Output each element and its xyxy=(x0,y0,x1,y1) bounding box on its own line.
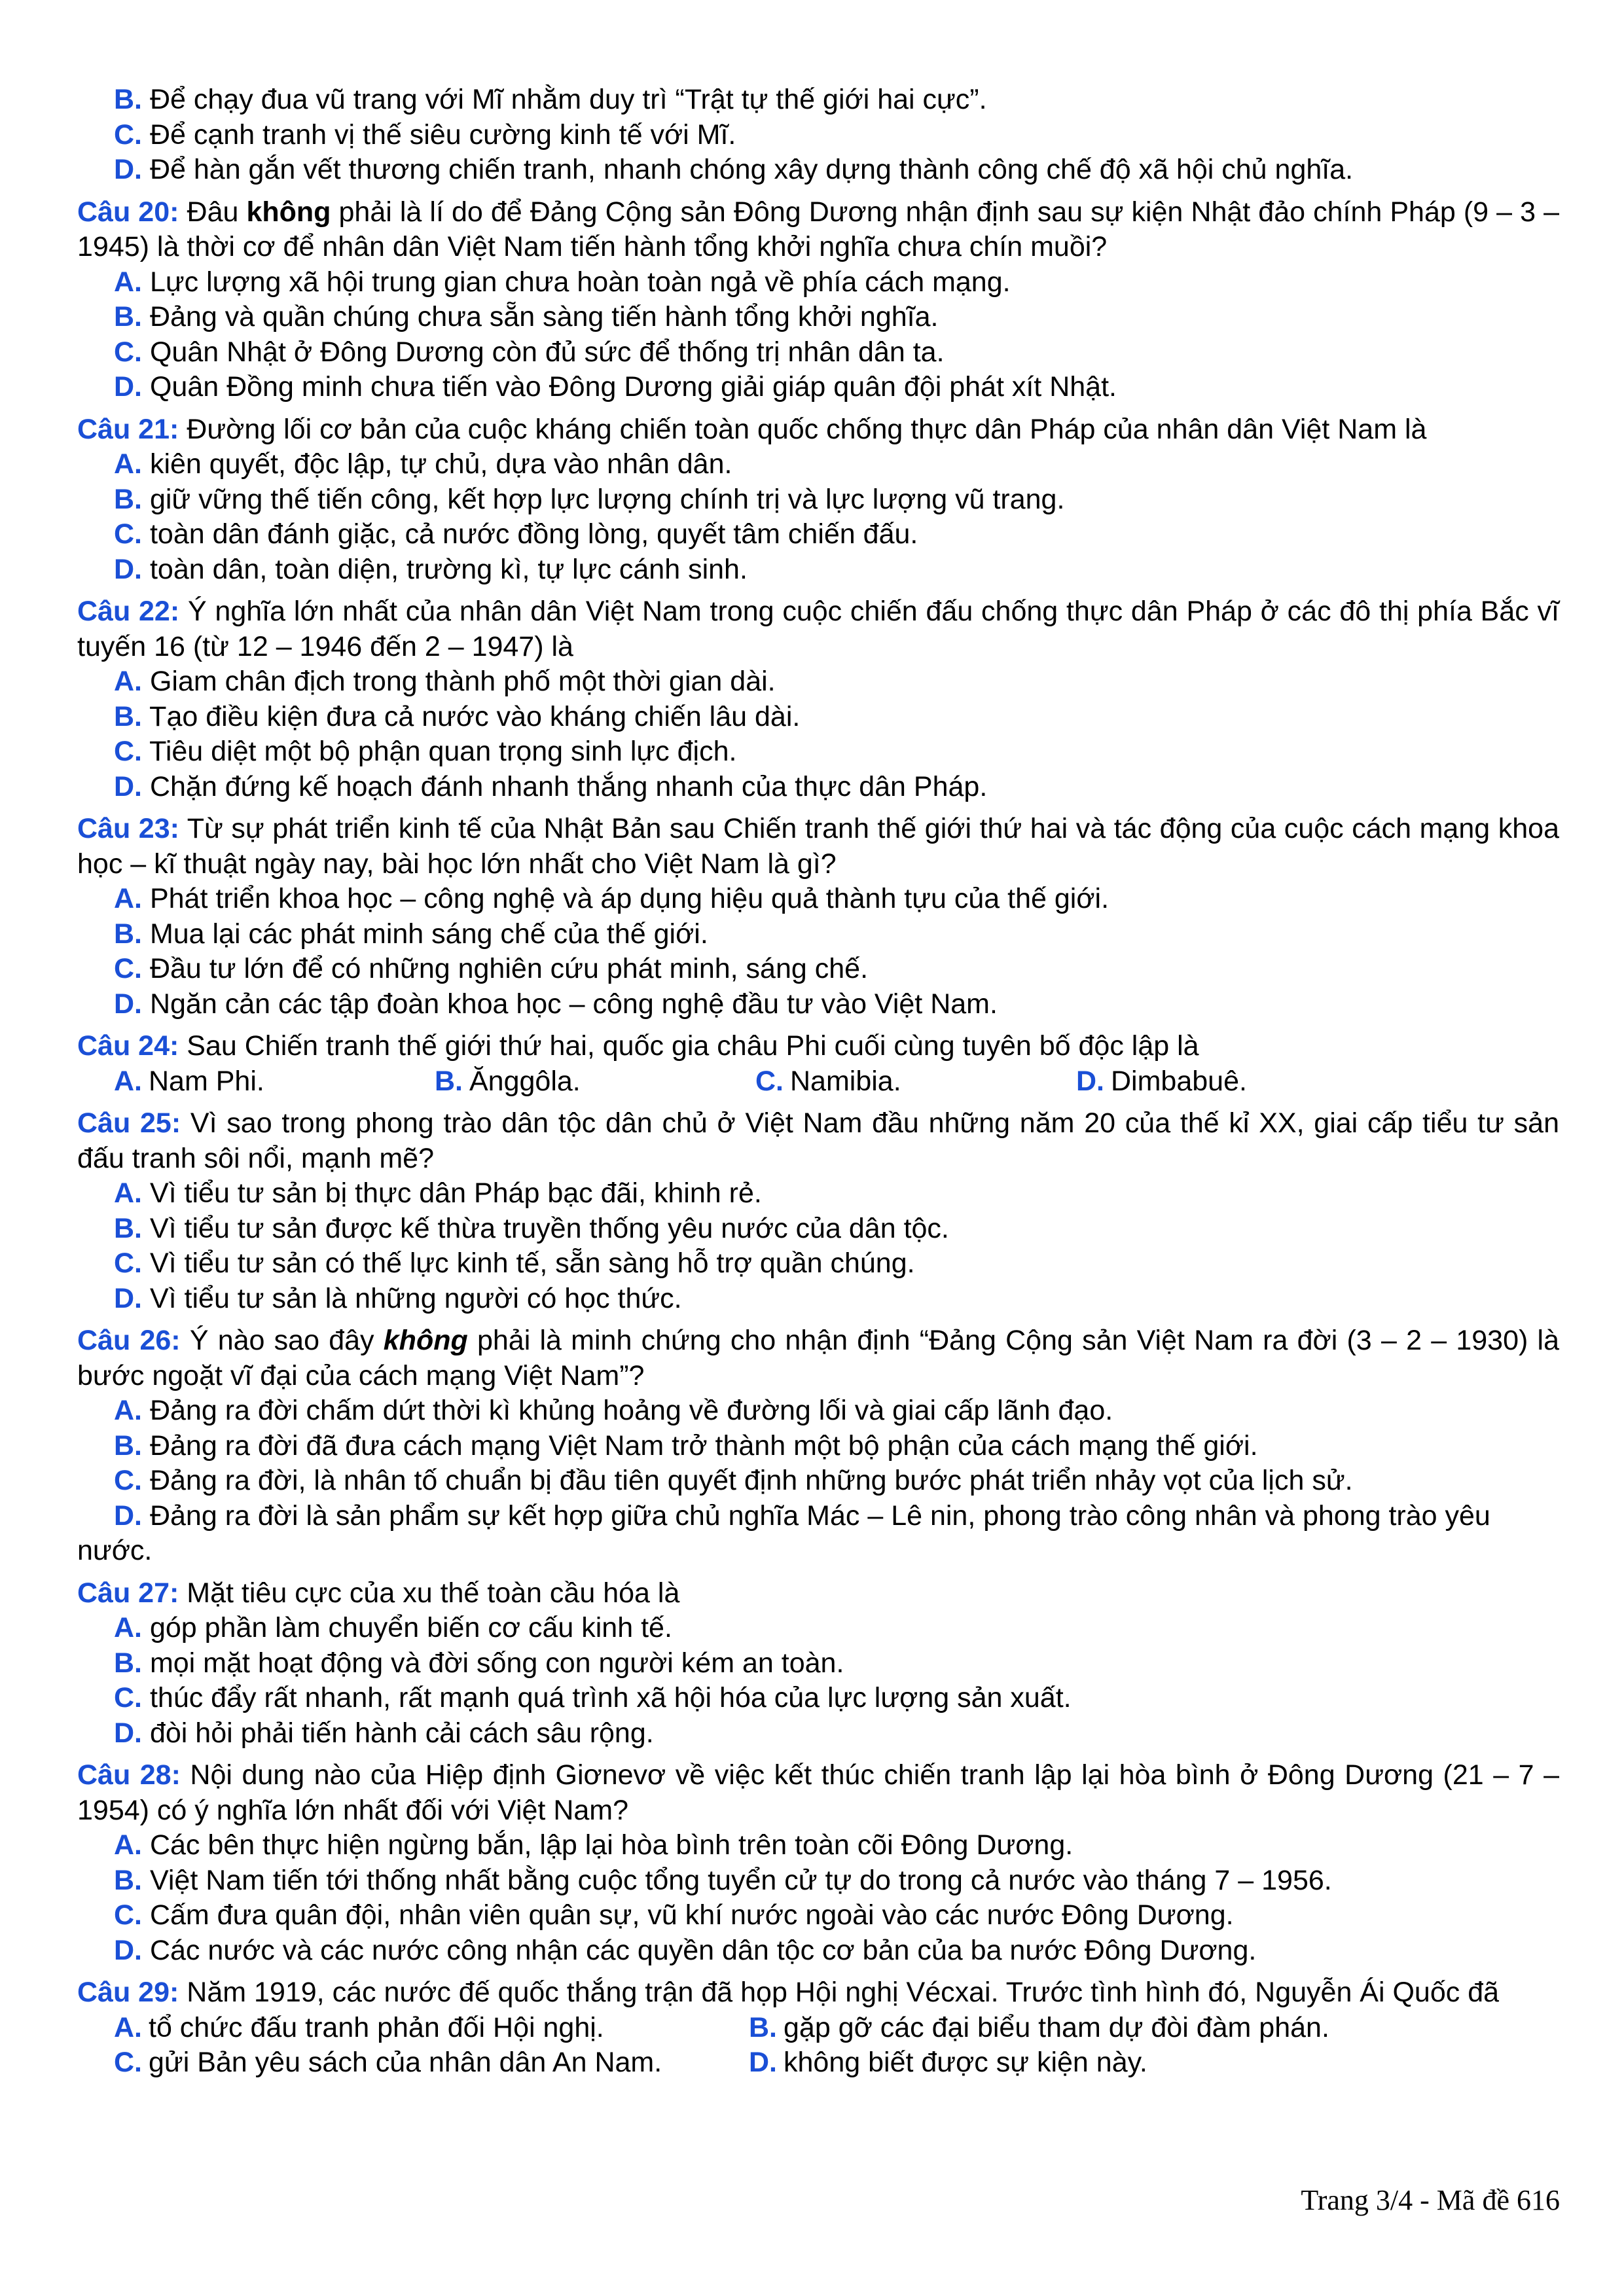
question-stem xyxy=(77,1323,1559,1393)
option-letter: C. xyxy=(114,1465,142,1496)
exam-page xyxy=(77,82,1559,2088)
option-letter: C. xyxy=(114,736,142,767)
option-c xyxy=(755,1064,1076,1100)
option-text: Đảng ra đời đã đưa cách mạng Việt Nam trở thành một bộ phận của cách mạng thế giới. xyxy=(149,1429,1258,1462)
question-stem xyxy=(77,594,1559,664)
option-text: đòi hỏi phải tiến hành cải cách sâu rộng. xyxy=(149,1717,654,1749)
option-a xyxy=(114,2011,749,2046)
option-d xyxy=(77,370,1559,405)
option-letter: A. xyxy=(114,448,142,480)
option-c xyxy=(77,1246,1559,1282)
option-text: Các nước và các nước công nhận các quyền dân tộc cơ bản của ba nước Đông Dương. xyxy=(149,1934,1257,1966)
question-stem xyxy=(77,195,1559,265)
option-b xyxy=(749,2011,1384,2046)
option-text: toàn dân, toàn diện, trường kì, tự lực cánh sinh. xyxy=(149,553,748,585)
option-letter: C. xyxy=(114,1899,142,1931)
option-letter: A. xyxy=(114,2011,142,2043)
stem-text: Vì sao trong phong trào dân tộc dân chủ ở Việt Nam đầu những năm 20 của thế kỉ XX, giai cấp tiểu tư sản đấu tranh sôi nổi, mạnh mẽ? xyxy=(77,1107,1559,1174)
question-19-continued xyxy=(77,82,1559,188)
question-stem xyxy=(77,1106,1559,1176)
option-d xyxy=(77,1282,1559,1317)
option-text: Vì tiểu tư sản là những người có học thức. xyxy=(149,1282,682,1314)
question-22 xyxy=(77,594,1559,804)
option-text: gặp gỡ các đại biểu tham dự đòi đàm phán. xyxy=(784,2011,1329,2043)
option-letter: A. xyxy=(114,266,142,298)
stem-text: Nội dung nào của Hiệp định Giơnevơ về việc kết thúc chiến tranh lập lại hòa bình ở Đông Dương (21 – 7 – 1954) có ý nghĩa lớn nhất đối với Việt Nam? xyxy=(77,1759,1559,1826)
question-20 xyxy=(77,195,1559,405)
stem-text: phải là lí do để Đảng Cộng sản Đông Dương nhận định sau sự kiện Nhật đảo chính Pháp (9 – 3 – 1945) là thời cơ để nhân dân Việt Nam tiến hành tổng khởi nghĩa chưa chín muồi? xyxy=(77,196,1559,262)
option-letter: C. xyxy=(114,118,142,151)
option-letter: D. xyxy=(114,553,142,585)
option-a xyxy=(77,1828,1559,1863)
option-b xyxy=(77,82,1559,118)
option-b xyxy=(77,1646,1559,1681)
option-letter: B. xyxy=(114,301,142,332)
option-text: Nam Phi. xyxy=(149,1065,264,1097)
question-stem xyxy=(77,1975,1559,2011)
question-stem xyxy=(77,1029,1559,1064)
question-number: Câu 20: xyxy=(77,196,179,228)
question-24 xyxy=(77,1029,1559,1099)
option-text: Ngăn cản các tập đoàn khoa học – công nghệ đầu tư vào Việt Nam. xyxy=(149,988,998,1020)
option-letter: B. xyxy=(114,1864,142,1896)
question-stem xyxy=(77,1758,1559,1828)
option-text: thúc đẩy rất nhanh, rất mạnh quá trình xã hội hóa của lực lượng sản xuất. xyxy=(149,1682,1072,1713)
question-27 xyxy=(77,1576,1559,1751)
option-b xyxy=(77,1863,1559,1899)
option-b xyxy=(435,1064,755,1100)
option-letter: D. xyxy=(1076,1065,1104,1097)
question-number: Câu 28: xyxy=(77,1759,181,1791)
question-number: Câu 23: xyxy=(77,813,179,844)
option-d xyxy=(77,770,1559,805)
option-d xyxy=(77,1933,1559,1969)
option-text: Namibia. xyxy=(790,1065,901,1097)
stem-text: Năm 1919, các nước đế quốc thắng trận đã họp Hội nghị Vécxai. Trước tình hình đó, Nguyễn Ái Quốc đã xyxy=(179,1977,1500,2008)
option-letter: B. xyxy=(114,483,142,515)
option-c xyxy=(77,1463,1559,1499)
stem-text: Đường lối cơ bản của cuộc kháng chiến toàn quốc chống thực dân Pháp của nhân dân Việt Nam là xyxy=(179,413,1427,445)
option-text: Giam chân địch trong thành phố một thời gian dài. xyxy=(149,666,776,697)
option-letter: C. xyxy=(114,1682,142,1713)
option-a xyxy=(77,882,1559,917)
option-text: Vì tiểu tư sản bị thực dân Pháp bạc đãi, khinh rẻ. xyxy=(149,1177,762,1209)
option-text: toàn dân đánh giặc, cả nước đồng lòng, quyết tâm chiến đấu. xyxy=(149,518,918,550)
question-21 xyxy=(77,412,1559,588)
option-letter: B. xyxy=(114,84,142,115)
option-letter: C. xyxy=(755,1065,784,1097)
option-letter: C. xyxy=(114,1247,142,1279)
option-d xyxy=(77,1716,1559,1751)
option-d xyxy=(77,152,1559,188)
option-text: gửi Bản yêu sách của nhân dân An Nam. xyxy=(149,2047,662,2078)
stem-text: Ý nào sao đây xyxy=(180,1325,384,1356)
option-a xyxy=(77,1176,1559,1211)
option-letter: D. xyxy=(114,1282,142,1314)
option-letter: B. xyxy=(435,1065,463,1097)
option-letter: B. xyxy=(114,918,142,950)
option-letter: A. xyxy=(114,1829,142,1861)
question-number: Câu 24: xyxy=(77,1030,179,1062)
option-text: Mua lại các phát minh sáng chế của thế giới. xyxy=(149,918,708,950)
option-c xyxy=(77,1898,1559,1933)
negation-emphasis: không xyxy=(246,196,331,228)
option-c xyxy=(77,734,1559,770)
question-number: Câu 26: xyxy=(77,1325,181,1356)
option-a xyxy=(77,664,1559,700)
option-letter: A. xyxy=(114,1395,142,1426)
option-c xyxy=(114,2045,749,2081)
option-text: Cấm đưa quân đội, nhân viên quân sự, vũ khí nước ngoài vào các nước Đông Dương. xyxy=(149,1899,1234,1931)
stem-text: phải là minh chứng cho nhận định “Đảng Cộng sản Việt Nam ra đời (3 – 2 – 1930) là bước ngoặt vĩ đại của cách mạng Việt Nam”? xyxy=(77,1325,1559,1391)
option-letter: B. xyxy=(114,1647,142,1679)
option-letter: B. xyxy=(114,1212,142,1244)
option-letter: D. xyxy=(114,1499,142,1532)
option-a xyxy=(77,447,1559,482)
option-letter: C. xyxy=(114,953,142,984)
option-letter: D. xyxy=(114,154,142,185)
option-d xyxy=(77,1499,1559,1569)
question-stem xyxy=(77,412,1559,448)
option-d xyxy=(1076,1064,1397,1100)
question-stem xyxy=(77,1576,1559,1611)
option-letter: A. xyxy=(114,666,142,697)
option-letter: B. xyxy=(749,2011,777,2043)
option-text: kiên quyết, độc lập, tự chủ, dựa vào nhân dân. xyxy=(149,448,732,480)
question-23 xyxy=(77,812,1559,1022)
option-text: Các bên thực hiện ngừng bắn, lập lại hòa bình trên toàn cõi Đông Dương. xyxy=(149,1829,1074,1861)
option-c xyxy=(77,517,1559,552)
option-letter: A. xyxy=(114,1177,142,1209)
question-29 xyxy=(77,1975,1559,2081)
option-letter: D. xyxy=(114,1934,142,1966)
option-text: Đảng ra đời, là nhân tố chuẩn bị đầu tiên quyết định những bước phát triển nhảy vọt của lịch sử. xyxy=(149,1465,1353,1496)
option-b xyxy=(77,1211,1559,1247)
option-b xyxy=(77,482,1559,518)
option-text: không biết được sự kiện này. xyxy=(784,2047,1147,2078)
option-b xyxy=(77,700,1559,735)
option-d xyxy=(77,552,1559,588)
option-a xyxy=(114,1064,435,1100)
option-letter: B. xyxy=(114,1429,142,1462)
option-text: Phát triển khoa học – công nghệ và áp dụng hiệu quả thành tựu của thế giới. xyxy=(149,883,1110,914)
option-letter: B. xyxy=(114,700,142,732)
option-b xyxy=(77,1429,1559,1464)
option-text: Tiêu diệt một bộ phận quan trọng sinh lực địch. xyxy=(149,736,737,767)
stem-text: Đâu xyxy=(179,196,247,228)
option-letter: A. xyxy=(114,883,142,914)
option-a xyxy=(77,1611,1559,1646)
option-letter: C. xyxy=(114,2047,142,2078)
option-text: Quân Nhật ở Đông Dương còn đủ sức để thống trị nhân dân ta. xyxy=(149,336,945,368)
question-stem xyxy=(77,812,1559,882)
option-d xyxy=(749,2045,1384,2081)
question-number: Câu 21: xyxy=(77,413,179,445)
option-letter: A. xyxy=(114,1612,142,1643)
question-25 xyxy=(77,1106,1559,1316)
option-b xyxy=(77,300,1559,335)
option-letter: D. xyxy=(114,988,142,1020)
stem-text: Từ sự phát triển kinh tế của Nhật Bản sau Chiến tranh thế giới thứ hai và tác động của cuộc cách mạng khoa học – kĩ thuật ngày nay, bài học lớn nhất cho Việt Nam là gì? xyxy=(77,813,1559,880)
option-letter: A. xyxy=(114,1065,142,1097)
option-text: giữ vững thế tiến công, kết hợp lực lượng chính trị và lực lượng vũ trang. xyxy=(149,483,1065,515)
option-text: Quân Đồng minh chưa tiến vào Đông Dương giải giáp quân đội phát xít Nhật. xyxy=(149,371,1117,403)
stem-text: Ý nghĩa lớn nhất của nhân dân Việt Nam trong cuộc chiến đấu chống thực dân Pháp ở các đô thị phía Bắc vĩ tuyến 16 (từ 12 – 1946 đến 2 – 1947) là xyxy=(77,596,1559,662)
option-letter: D. xyxy=(749,2047,777,2078)
option-text: góp phần làm chuyển biến cơ cấu kinh tế. xyxy=(149,1612,672,1643)
option-text: Để chạy đua vũ trang với Mĩ nhằm duy trì “Trật tự thế giới hai cực”. xyxy=(149,84,987,115)
option-letter: C. xyxy=(114,336,142,368)
question-number: Câu 27: xyxy=(77,1577,179,1609)
option-text: Để cạnh tranh vị thế siêu cường kinh tế với Mĩ. xyxy=(149,118,736,151)
option-text: Tạo điều kiện đưa cả nước vào kháng chiến lâu dài. xyxy=(149,700,801,732)
option-text: tổ chức đấu tranh phản đối Hội nghị. xyxy=(149,2011,604,2043)
options-row xyxy=(77,2011,1559,2046)
question-number: Câu 25: xyxy=(77,1107,181,1139)
option-c xyxy=(77,335,1559,370)
option-text: Dimbabuê. xyxy=(1111,1065,1247,1097)
option-text: Việt Nam tiến tới thống nhất bằng cuộc tổng tuyển cử tự do trong cả nước vào tháng 7 – 1956. xyxy=(149,1864,1332,1896)
option-d xyxy=(77,987,1559,1022)
option-a xyxy=(77,265,1559,300)
option-text: Ănggôla. xyxy=(469,1065,581,1097)
question-26 xyxy=(77,1323,1559,1569)
option-text: Vì tiểu tư sản được kế thừa truyền thống yêu nước của dân tộc. xyxy=(149,1212,949,1244)
option-text: Vì tiểu tư sản có thế lực kinh tế, sẵn sàng hỗ trợ quần chúng. xyxy=(149,1247,915,1279)
option-c xyxy=(77,952,1559,987)
option-b xyxy=(77,917,1559,952)
question-number: Câu 29: xyxy=(77,1977,179,2008)
question-28 xyxy=(77,1758,1559,1968)
option-a xyxy=(77,1393,1559,1429)
option-text: mọi mặt hoạt động và đời sống con người kém an toàn. xyxy=(149,1647,844,1679)
option-text: Để hàn gắn vết thương chiến tranh, nhanh chóng xây dựng thành công chế độ xã hội chủ nghĩa. xyxy=(149,154,1354,185)
option-c xyxy=(77,1681,1559,1716)
option-text: Đảng và quần chúng chưa sẵn sàng tiến hành tổng khởi nghĩa. xyxy=(149,301,939,332)
stem-text: Sau Chiến tranh thế giới thứ hai, quốc gia châu Phi cuối cùng tuyên bố độc lập là xyxy=(179,1030,1199,1062)
option-letter: C. xyxy=(114,518,142,550)
option-text: Đảng ra đời chấm dứt thời kì khủng hoảng về đường lối và giai cấp lãnh đạo. xyxy=(149,1395,1113,1426)
question-number: Câu 22: xyxy=(77,596,180,627)
negation-emphasis: không xyxy=(383,1325,468,1356)
page-footer: Trang 3/4 - Mã đề 616 xyxy=(1301,2184,1560,2216)
option-text: Chặn đứng kế hoạch đánh nhanh thắng nhanh của thực dân Pháp. xyxy=(149,770,988,802)
options-row xyxy=(77,1064,1559,1100)
option-letter: D. xyxy=(114,770,142,802)
option-c xyxy=(77,118,1559,153)
option-text: Lực lượng xã hội trung gian chưa hoàn toàn ngả về phía cách mạng. xyxy=(149,266,1011,298)
option-text: Đầu tư lớn để có những nghiên cứu phát minh, sáng chế. xyxy=(149,953,869,984)
options-row xyxy=(77,2045,1559,2081)
option-text: Đảng ra đời là sản phẩm sự kết hợp giữa chủ nghĩa Mác – Lê nin, phong trào công nhân và phong trào yêu nước. xyxy=(77,1499,1490,1566)
option-letter: D. xyxy=(114,1717,142,1749)
stem-text: Mặt tiêu cực của xu thế toàn cầu hóa là xyxy=(179,1577,680,1609)
option-letter: D. xyxy=(114,371,142,403)
